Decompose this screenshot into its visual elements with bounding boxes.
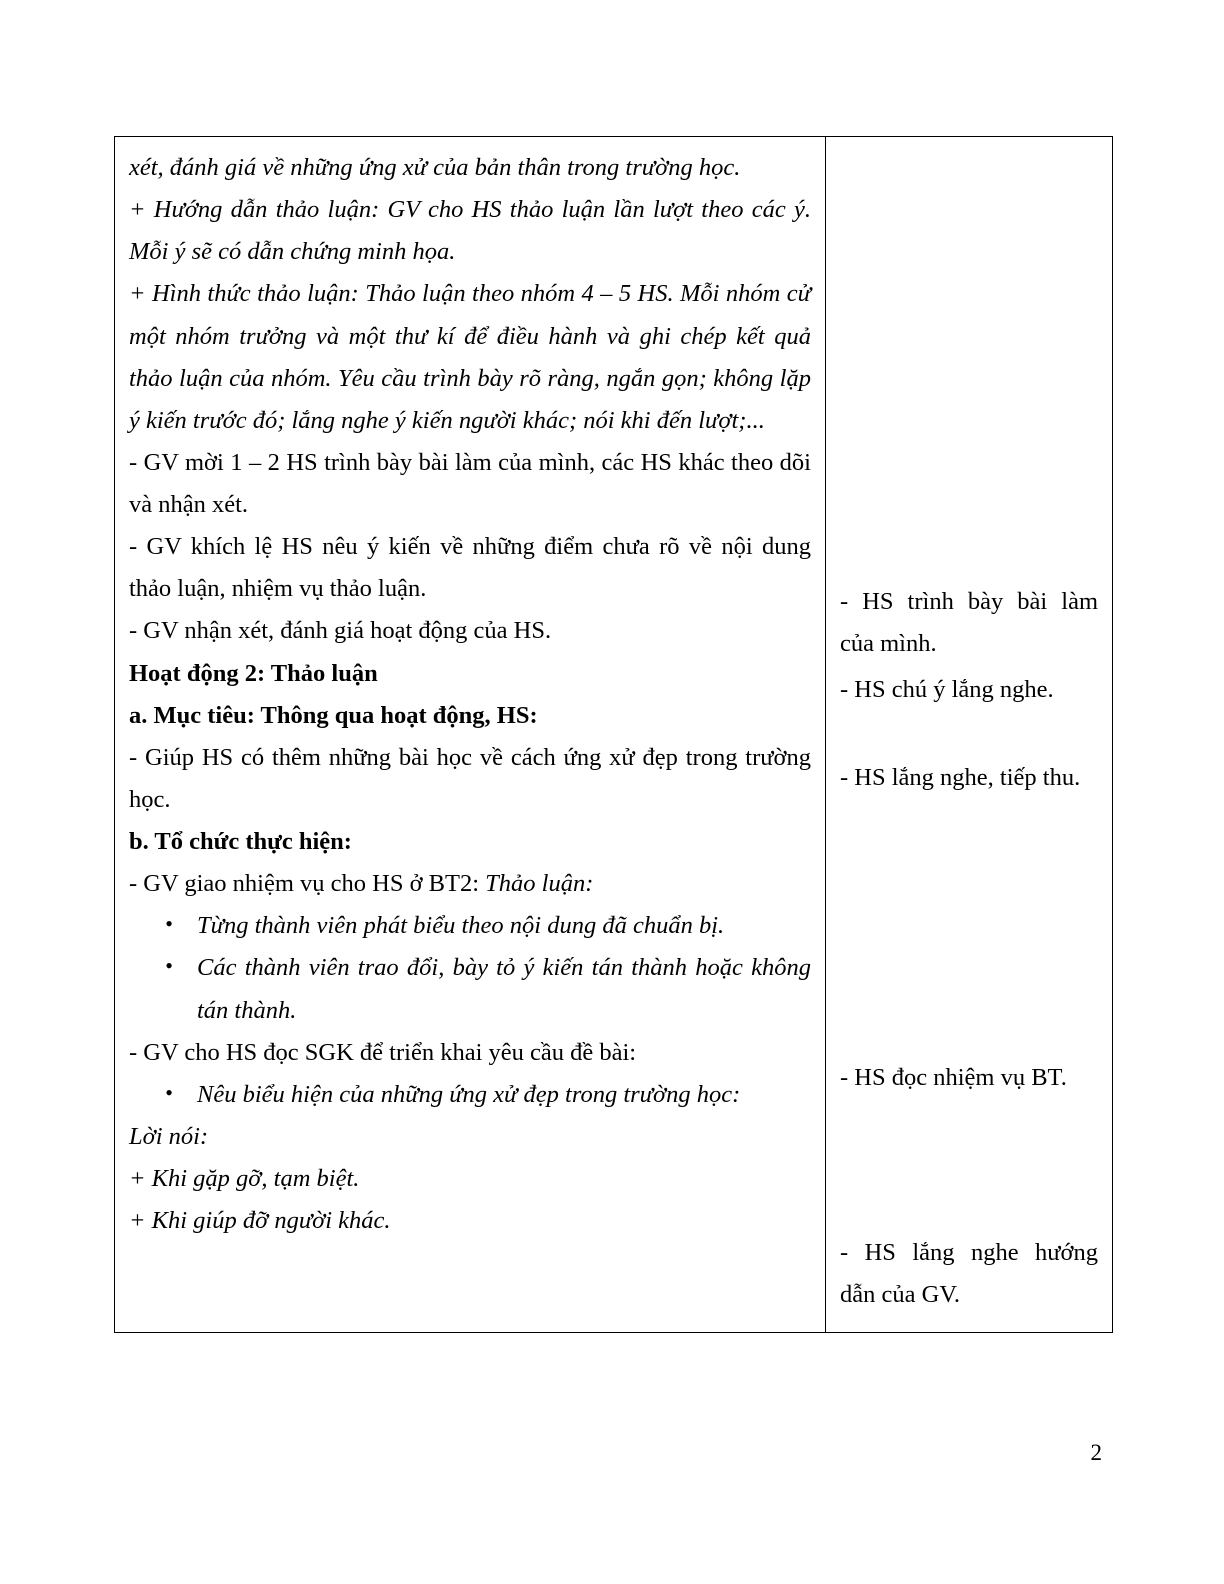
paragraph-3: + Hình thức thảo luận: Thảo luận theo nhóm 4 – 5 HS. Mỗi nhóm cử một nhóm trưởng và một thư kí để điều hành và ghi chép kết quả thảo luận của nhóm. Yêu cầu trình bày rõ ràng, ngắn gọn; không lặp ý kiến trước đó; lắng nghe ý kiến người khác; nói khi đến lượt;... [129, 280, 811, 434]
lesson-plan-table [114, 136, 1113, 1333]
response-4: - HS đọc nhiệm vụ BT. [840, 1063, 1067, 1091]
list-item: • Từng thành viên phát biểu theo nội dung đã chuẩn bị. [195, 905, 811, 947]
bullet-list-2 [129, 1074, 811, 1116]
spacer-5 [840, 1099, 1098, 1232]
paragraph-11-plain: - GV giao nhiệm vụ cho HS ở BT2: [129, 870, 486, 898]
list-item: • Các thành viên trao đổi, bày tỏ ý kiến tán thành hoặc không tán thành. [195, 947, 811, 1031]
bullet-list-1 [129, 905, 811, 1031]
paragraph-9: - Giúp HS có thêm những bài học về cách ứng xử đẹp trong trường học. [129, 743, 811, 813]
paragraph-5: - GV khích lệ HS nêu ý kiến về những điểm chưa rõ về nội dung thảo luận, nhiệm vụ thảo luận. [129, 533, 811, 603]
response-2: - HS chú ý lắng nghe. [840, 676, 1054, 704]
table-cell-activities [115, 137, 826, 1333]
table-cell-student-responses [826, 137, 1113, 1333]
page-number: 2 [1090, 1440, 1102, 1465]
table-row [115, 137, 1113, 1333]
paragraph-2: + Hướng dẫn thảo luận: GV cho HS thảo luận lần lượt theo các ý. Mỗi ý sẽ có dẫn chứng minh họa. [129, 196, 811, 266]
tail-paragraph-1: Lời nói: [129, 1122, 209, 1150]
response-3: - HS lắng nghe, tiếp thu. [840, 764, 1081, 792]
paragraph-4: - GV mời 1 – 2 HS trình bày bài làm của mình, các HS khác theo dõi và nhận xét. [129, 448, 811, 518]
paragraph-after-bullets: - GV cho HS đọc SGK để triển khai yêu cầu đề bài: [129, 1038, 637, 1066]
spacer-1 [840, 147, 1098, 581]
heading-activity-2: Hoạt động 2: Thảo luận [129, 659, 378, 687]
tail-paragraph-3: + Khi giúp đỡ người khác. [129, 1207, 391, 1235]
tail-paragraph-2: + Khi gặp gỡ, tạm biệt. [129, 1165, 360, 1192]
heading-objective: a. Mục tiêu: Thông qua hoạt động, HS: [129, 701, 538, 729]
heading-organization: b. Tổ chức thực hiện: [129, 828, 352, 855]
paragraph-6: - GV nhận xét, đánh giá hoạt động của HS. [129, 617, 552, 645]
response-5: - HS lắng nghe hướng dẫn của GV. [840, 1238, 1098, 1308]
spacer-3 [840, 711, 1098, 757]
paragraph-1: xét, đánh giá về những ứng xử của bản thân trong trường học. [129, 154, 741, 181]
spacer-4 [840, 800, 1098, 1057]
paragraph-11-italic: Thảo luận: [485, 870, 594, 898]
paragraph-11 [129, 863, 811, 905]
response-1: - HS trình bày bài làm của mình. [840, 588, 1098, 658]
list-item: • Nêu biểu hiện của những ứng xử đẹp trong trường học: [195, 1074, 811, 1116]
